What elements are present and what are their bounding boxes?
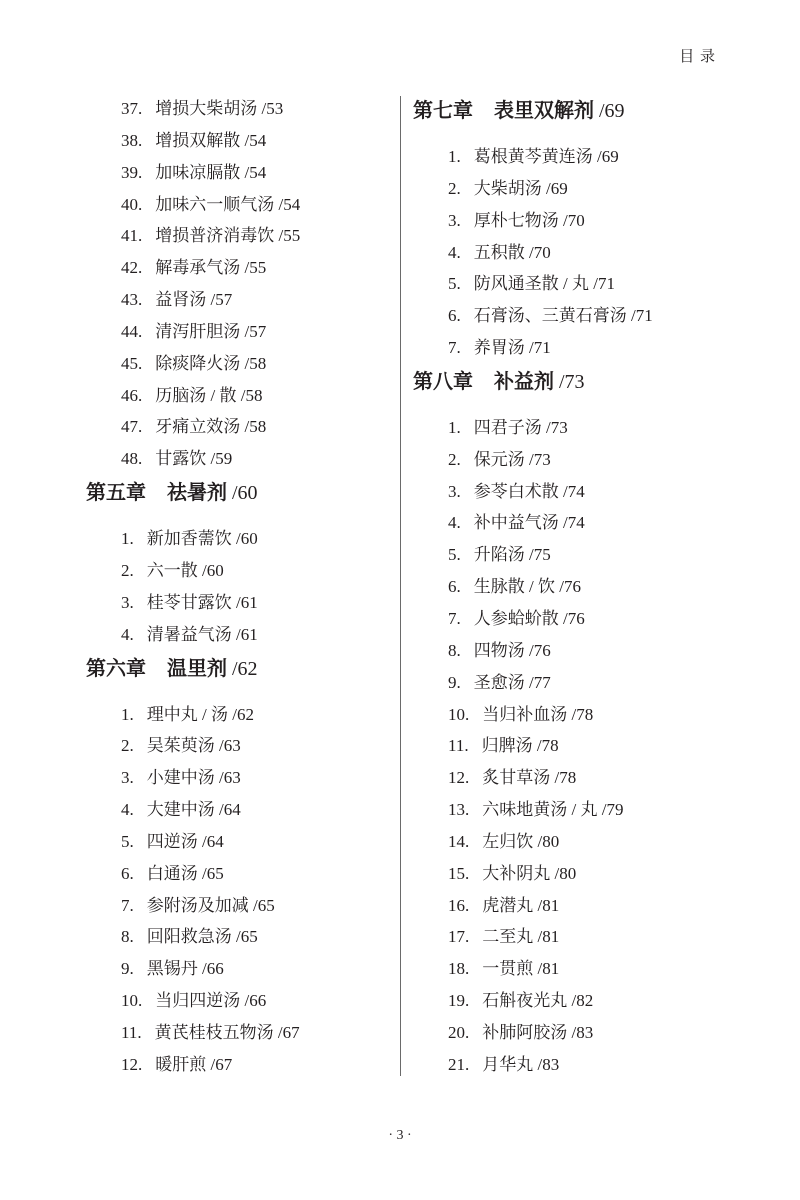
chapter-page: /62 — [232, 657, 258, 680]
entry-number: 38. — [121, 130, 143, 150]
entry-number: 41. — [121, 226, 143, 246]
toc-entry — [86, 1017, 386, 1049]
entry-title: 甘露饮 /59 — [155, 449, 233, 469]
entry-title: 生脉散 / 饮 /76 — [473, 577, 581, 597]
toc-entry — [413, 794, 743, 826]
chapter-heading — [413, 366, 743, 398]
entry-title: 升陷汤 /75 — [473, 545, 551, 565]
entry-number: 5. — [448, 274, 461, 294]
entry-number: 3. — [121, 592, 134, 612]
entry-title: 参苓白术散 /74 — [473, 481, 585, 501]
entry-number: 11. — [448, 736, 469, 756]
entry-number: 7. — [448, 608, 461, 628]
toc-entry — [86, 730, 386, 762]
entry-number: 7. — [448, 338, 461, 358]
entry-number: 4. — [448, 242, 461, 262]
entry-number: 37. — [121, 99, 143, 118]
toc-entry — [86, 587, 386, 619]
toc-entry — [413, 826, 743, 858]
entry-number: 5. — [448, 545, 461, 565]
entry-title: 理中丸 / 汤 /62 — [146, 704, 254, 724]
toc-entry — [86, 890, 386, 922]
entry-title: 六一散 /60 — [146, 560, 224, 580]
toc-entry — [413, 444, 743, 476]
entry-title: 圣愈汤 /77 — [473, 672, 551, 692]
entry-title: 回阳救急汤 /65 — [146, 927, 258, 947]
toc-entry — [413, 1049, 743, 1081]
entry-number: 3. — [448, 210, 461, 230]
entry-number: 12. — [121, 1054, 143, 1074]
entry-number: 17. — [448, 927, 470, 947]
entry-number: 3. — [448, 481, 461, 501]
entry-number: 18. — [448, 959, 470, 979]
entry-title: 厚朴七物汤 /70 — [473, 210, 585, 230]
entry-title: 五积散 /70 — [473, 242, 551, 262]
entry-title: 补中益气汤 /74 — [473, 513, 585, 533]
toc-entry — [413, 268, 743, 300]
entry-title: 清暑益气汤 /61 — [146, 624, 258, 644]
entry-number: 2. — [448, 449, 461, 469]
toc-entry — [86, 921, 386, 953]
entry-number: 14. — [448, 831, 470, 851]
entry-title: 黄芪桂枝五物汤 /67 — [154, 1022, 300, 1042]
entry-title: 增损双解散 /54 — [155, 130, 267, 150]
entry-title: 四物汤 /76 — [473, 640, 551, 660]
entry-number: 20. — [448, 1022, 470, 1042]
entry-number: 39. — [121, 162, 143, 182]
entry-title: 炙甘草汤 /78 — [482, 768, 577, 788]
entry-title: 人参蛤蚧散 /76 — [473, 608, 585, 628]
chapter-label: 第六章 — [86, 657, 146, 680]
toc-entry — [86, 189, 386, 221]
entry-title: 补肺阿胶汤 /83 — [482, 1022, 594, 1042]
entry-number: 10. — [448, 704, 470, 724]
toc-entry — [86, 220, 386, 252]
toc-entry — [86, 794, 386, 826]
toc-entry — [86, 699, 386, 731]
entry-title: 一贯煎 /81 — [482, 959, 560, 979]
toc-entry — [413, 699, 743, 731]
toc-entry — [86, 157, 386, 189]
entry-title: 石斛夜光丸 /82 — [482, 991, 594, 1011]
entry-title: 增损大柴胡汤 /53 — [155, 99, 284, 118]
entry-title: 清泻肝胆汤 /57 — [155, 321, 267, 341]
chapter-page: /73 — [559, 370, 585, 393]
entry-number: 13. — [448, 800, 470, 820]
entry-number: 43. — [121, 290, 143, 310]
toc-entry — [413, 539, 743, 571]
toc-entry — [86, 380, 386, 412]
chapter-label: 第五章 — [86, 482, 146, 505]
toc-entry — [413, 1017, 743, 1049]
entry-number: 11. — [121, 1022, 142, 1042]
toc-entry — [86, 858, 386, 890]
toc-entry — [413, 890, 743, 922]
toc-entry — [86, 252, 386, 284]
toc-entry — [86, 1049, 386, 1081]
chapter-title: 补益剂 — [494, 370, 554, 393]
running-header: 目 录 — [679, 49, 716, 65]
entry-number: 16. — [448, 895, 470, 915]
entry-number: 40. — [121, 194, 143, 214]
chapter-title: 温里剂 — [167, 657, 227, 680]
toc-entry — [86, 953, 386, 985]
entry-title: 大柴胡汤 /69 — [473, 178, 568, 198]
entry-number: 1. — [448, 147, 461, 166]
entry-title: 六味地黄汤 / 丸 /79 — [482, 800, 624, 820]
entry-title: 左归饮 /80 — [482, 831, 560, 851]
entry-title: 石膏汤、三黄石膏汤 /71 — [473, 306, 653, 326]
toc-entry — [413, 635, 743, 667]
toc-entry — [86, 523, 386, 555]
entry-title: 葛根黄芩黄连汤 /69 — [473, 147, 619, 166]
entry-title: 大建中汤 /64 — [146, 800, 241, 820]
entry-number: 4. — [121, 800, 134, 820]
entry-number: 46. — [121, 385, 143, 405]
entry-title: 益肾汤 /57 — [155, 290, 233, 310]
entry-number: 48. — [121, 449, 143, 469]
entry-title: 黑锡丹 /66 — [146, 959, 224, 979]
entry-number: 9. — [121, 959, 134, 979]
entry-number: 10. — [121, 991, 143, 1011]
chapter-title: 表里双解剂 — [494, 100, 594, 122]
chapter-label: 第八章 — [413, 370, 473, 393]
entry-number: 47. — [121, 417, 143, 437]
toc-entry — [413, 603, 743, 635]
entry-number: 3. — [121, 768, 134, 788]
entry-title: 白通汤 /65 — [146, 863, 224, 883]
toc-entry — [413, 507, 743, 539]
toc-entry — [413, 205, 743, 237]
toc-entry — [86, 619, 386, 651]
entry-number: 8. — [121, 927, 134, 947]
toc-entry — [413, 762, 743, 794]
entry-title: 虎潜丸 /81 — [482, 895, 560, 915]
entry-number: 8. — [448, 640, 461, 660]
chapter-page: /69 — [599, 100, 625, 122]
entry-title: 归脾汤 /78 — [481, 736, 559, 756]
entry-number: 1. — [121, 704, 134, 724]
chapter-title: 祛暑剂 — [167, 482, 227, 505]
entry-title: 牙痛立效汤 /58 — [155, 417, 267, 437]
page-number: · 3 · — [388, 1128, 412, 1143]
chapter-heading — [413, 95, 743, 127]
chapter-page: /60 — [232, 482, 258, 505]
toc-right-column — [413, 93, 743, 1081]
entry-title: 加味凉膈散 /54 — [155, 162, 267, 182]
entry-title: 当归四逆汤 /66 — [155, 991, 267, 1011]
entry-title: 历脑汤 / 散 /58 — [155, 385, 263, 405]
entry-number: 4. — [121, 624, 134, 644]
toc-entry — [413, 858, 743, 890]
entry-title: 保元汤 /73 — [473, 449, 551, 469]
entry-number: 6. — [121, 863, 134, 883]
chapter-heading — [86, 653, 386, 685]
entry-title: 小建中汤 /63 — [146, 768, 241, 788]
chapter-heading — [86, 477, 386, 509]
entry-number: 2. — [121, 736, 134, 756]
entry-number: 1. — [448, 417, 461, 437]
entry-number: 7. — [121, 895, 134, 915]
entry-title: 二至丸 /81 — [482, 927, 560, 947]
entry-number: 9. — [448, 672, 461, 692]
toc-entry — [86, 125, 386, 157]
entry-title: 桂苓甘露饮 /61 — [146, 592, 258, 612]
toc-entry — [413, 476, 743, 508]
entry-title: 新加香薷饮 /60 — [146, 529, 258, 549]
entry-title: 解毒承气汤 /55 — [155, 258, 267, 278]
entry-number: 21. — [448, 1054, 470, 1074]
entry-title: 大补阴丸 /80 — [482, 863, 577, 883]
toc-entry — [86, 316, 386, 348]
toc-entry — [413, 571, 743, 603]
toc-entry — [86, 93, 386, 125]
entry-title: 增损普济消毒饮 /55 — [155, 226, 301, 246]
entry-number: 2. — [121, 560, 134, 580]
entry-title: 四逆汤 /64 — [146, 831, 224, 851]
toc-entry — [413, 332, 743, 364]
entry-number: 42. — [121, 258, 143, 278]
entry-title: 暖肝煎 /67 — [155, 1054, 233, 1074]
toc-entry — [413, 985, 743, 1017]
entry-number: 5. — [121, 831, 134, 851]
entry-title: 参附汤及加减 /65 — [146, 895, 275, 915]
toc-entry — [413, 173, 743, 205]
entry-number: 6. — [448, 306, 461, 326]
toc-entry — [413, 953, 743, 985]
toc-entry — [86, 762, 386, 794]
entry-title: 当归补血汤 /78 — [482, 704, 594, 724]
column-divider — [400, 96, 401, 1076]
toc-entry — [413, 141, 743, 173]
entry-title: 除痰降火汤 /58 — [155, 353, 267, 373]
entry-number: 4. — [448, 513, 461, 533]
entry-title: 月华丸 /83 — [482, 1054, 560, 1074]
toc-entry — [86, 985, 386, 1017]
entry-title: 加味六一顺气汤 /54 — [155, 194, 301, 214]
toc-entry — [86, 555, 386, 587]
toc-entry — [86, 826, 386, 858]
chapter-label: 第七章 — [413, 100, 473, 122]
entry-title: 吴茱萸汤 /63 — [146, 736, 241, 756]
toc-entry — [413, 730, 743, 762]
toc-left-column — [86, 93, 386, 1081]
entry-number: 2. — [448, 178, 461, 198]
entry-number: 19. — [448, 991, 470, 1011]
toc-entry — [86, 443, 386, 475]
entry-title: 防风通圣散 / 丸 /71 — [473, 274, 615, 294]
toc-entry — [413, 921, 743, 953]
toc-entry — [413, 237, 743, 269]
entry-number: 12. — [448, 768, 470, 788]
entry-number: 15. — [448, 863, 470, 883]
toc-entry — [86, 411, 386, 443]
entry-title: 四君子汤 /73 — [473, 417, 568, 437]
toc-entry — [413, 667, 743, 699]
entry-number: 45. — [121, 353, 143, 373]
entry-number: 44. — [121, 321, 143, 341]
toc-entry — [86, 348, 386, 380]
entry-number: 1. — [121, 529, 134, 549]
entry-number: 6. — [448, 577, 461, 597]
toc-entry — [413, 412, 743, 444]
entry-title: 养胃汤 /71 — [473, 338, 551, 358]
toc-entry — [413, 300, 743, 332]
toc-entry — [86, 284, 386, 316]
